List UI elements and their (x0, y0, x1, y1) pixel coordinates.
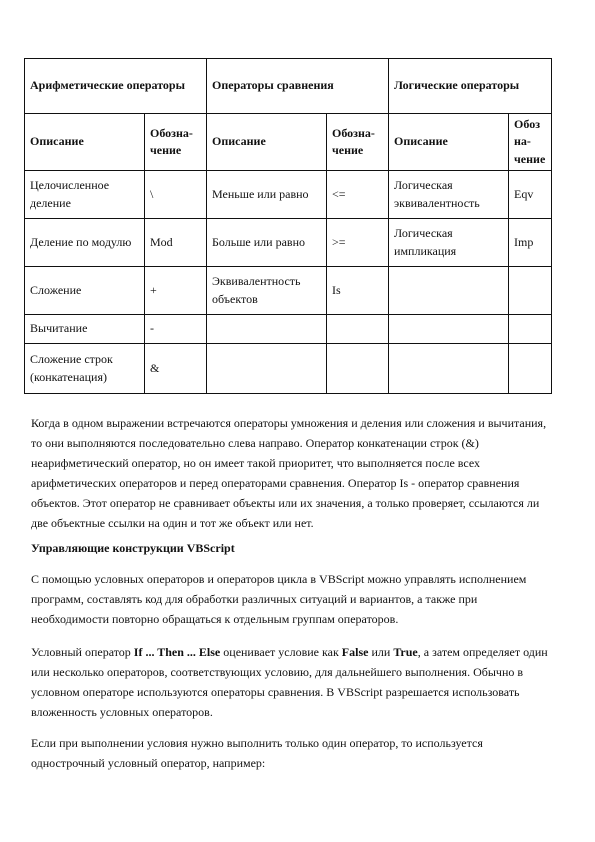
paragraph-control-structures: С помощью условных операторов и операторов цикла в VBScript можно управлять исполнением программ, составлять код для обработки различных ситуаций и вариантов, а также при необходимости повторно обращаться к отдельным группам операторов. (31, 572, 527, 626)
table-cell (509, 315, 552, 344)
column-header: Описание (207, 114, 327, 171)
table-cell (389, 315, 509, 344)
table-cell: Деление по модулю (25, 219, 145, 267)
table-row (25, 315, 552, 344)
paragraph-single-line-if: Если при выполнении условия нужно выполнить только один оператор, то используется однострочный условный оператор, например: (31, 736, 483, 770)
section-heading: Управляющие конструкции VBScript (31, 541, 235, 555)
table-cell (389, 267, 509, 315)
table-cell: Меньше или равно (207, 171, 327, 219)
paragraph-operator-precedence: Когда в одном выражении встречаются операторы умножения и деления или сложения и вычитания, то они выполняются последовательно слева направо. Оператор конкатенации строк (&) неарифметический оператор, но он имеет такой приоритет, что выполняется после всех арифметических операторов и перед операторами сравнения. Оператор Is - оператор сравнения объектов. Этот оператор не сравнивает объекты или их значения, а только проверяет, ссылаются ли две объектные ссылки на один и тот же объект или нет. (31, 416, 547, 530)
column-header: Обозна-чение (327, 114, 389, 171)
table-cell: Целочисленное деление (25, 171, 145, 219)
table-cell: <= (327, 171, 389, 219)
text-run: оценивает условие как (220, 645, 342, 659)
group-header-arithmetic: Арифметические операторы (25, 59, 207, 114)
table-cell: Логическая эквивалентность (389, 171, 509, 219)
table-subheader-row (25, 114, 552, 171)
table-cell (327, 344, 389, 394)
text-run: Условный оператор (31, 645, 134, 659)
table-cell: Сложение строк (конкатенация) (25, 344, 145, 394)
table-cell: Mod (145, 219, 207, 267)
table-cell (207, 315, 327, 344)
group-header-logical: Логические операторы (389, 59, 552, 114)
column-header: Обозна-чение (509, 114, 552, 171)
table-group-header-row (25, 59, 552, 114)
group-header-comparison: Операторы сравнения (207, 59, 389, 114)
keyword-true: True (393, 645, 418, 659)
table-cell: \ (145, 171, 207, 219)
paragraph-if-then-else (31, 642, 551, 722)
keyword-if-then-else: If ... Then ... Else (133, 645, 221, 659)
table-cell: Imp (509, 219, 552, 267)
table-cell (389, 344, 509, 394)
table-cell: >= (327, 219, 389, 267)
table-cell: Сложение (25, 267, 145, 315)
table-cell: Eqv (509, 171, 552, 219)
keyword-false: False (341, 645, 369, 659)
table-cell: & (145, 344, 207, 394)
table-cell: - (145, 315, 207, 344)
table-row (25, 344, 552, 394)
table-cell: Вычитание (25, 315, 145, 344)
table-cell (509, 344, 552, 394)
operators-table (24, 58, 552, 394)
text-run: , а затем определяет один или несколько операторов, соответствующих условию, для дальнейшего выполнения. Обычно в условном операторе используются операторы сравнения. В VBScript разрешается использовать вложенность условных операторов. (31, 645, 548, 719)
column-header: Описание (25, 114, 145, 171)
table-cell (207, 344, 327, 394)
table-cell (509, 267, 552, 315)
table-cell: Логическая импликация (389, 219, 509, 267)
table-row (25, 171, 552, 219)
table-cell (327, 315, 389, 344)
column-header: Описание (389, 114, 509, 171)
text-run: или (368, 645, 394, 659)
column-header: Обозна-чение (145, 114, 207, 171)
table-row (25, 219, 552, 267)
table-row (25, 267, 552, 315)
table-cell: Больше или равно (207, 219, 327, 267)
table-cell: + (145, 267, 207, 315)
table-cell: Эквивалентность объектов (207, 267, 327, 315)
table-cell: Is (327, 267, 389, 315)
